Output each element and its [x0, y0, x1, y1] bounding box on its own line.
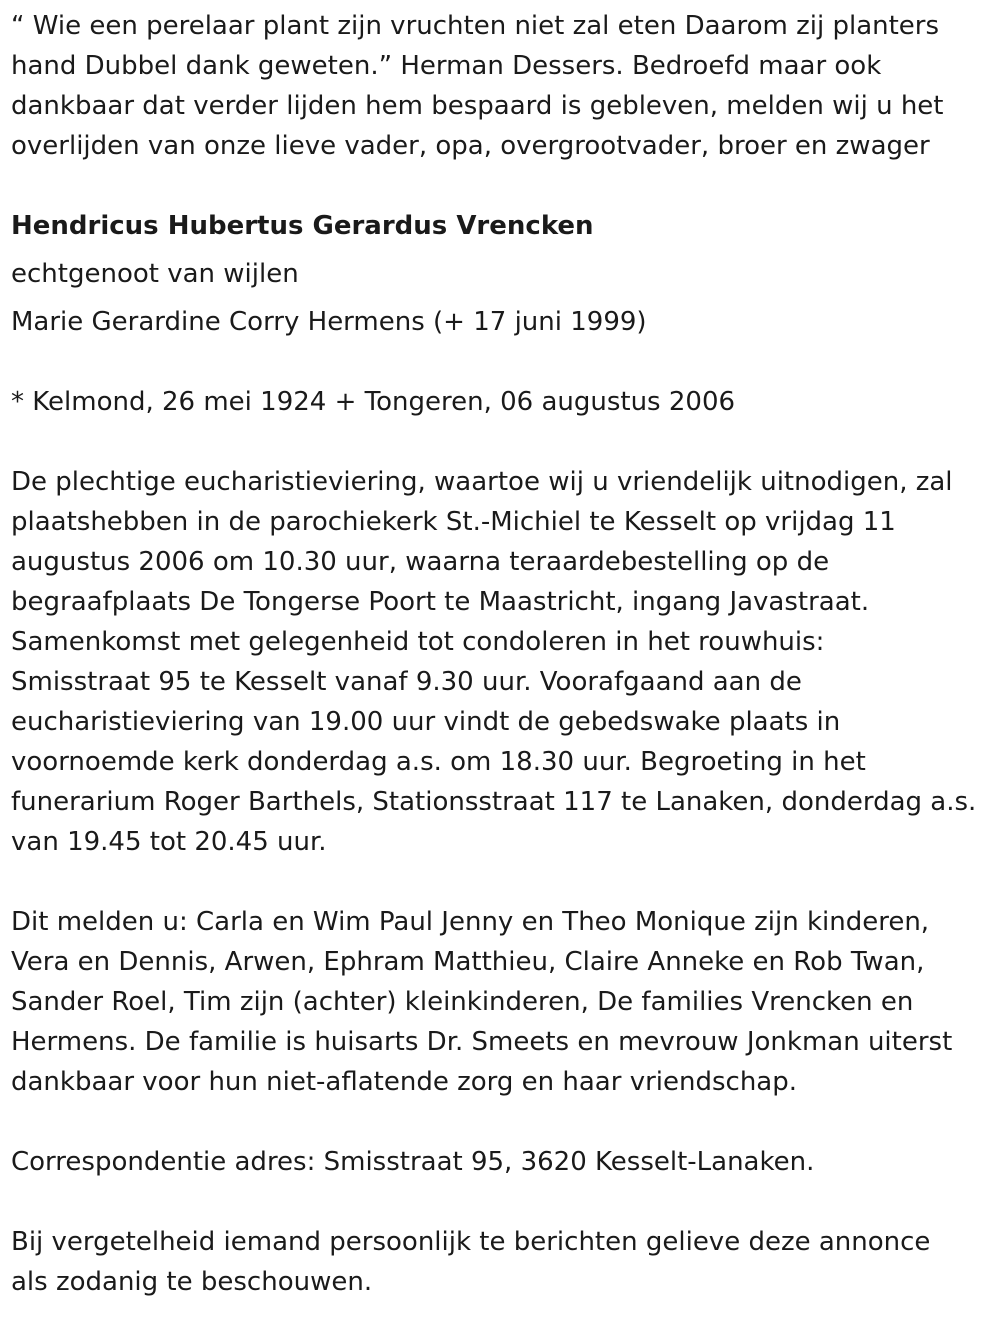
correspondence-address: Correspondentie adres: Smisstraat 95, 3620 Kesselt-Lanaken. [11, 1147, 815, 1177]
birth-death-dates: * Kelmond, 26 mei 1924 + Tongeren, 06 augustus 2006 [11, 387, 736, 417]
closing-paragraph: Bij vergetelheid iemand persoonlijk te berichten gelieve deze annonce als zodanig te beschouwen. [11, 1227, 931, 1297]
intro-paragraph: “ Wie een perelaar plant zijn vruchten niet zal eten Daarom zij planters hand Dubbel dank geweten.” Herman Dessers. Bedroefd maar ook dankbaar dat verder lijden hem bespaard is gebleven, melden wij u het overlijden van onze lieve vader, opa, overgrootvader, broer en zwager [11, 11, 944, 161]
deceased-name: Hendricus Hubertus Gerardus Vrencken [11, 211, 594, 241]
spouse-label: echtgenoot van wijlen [11, 259, 299, 289]
ceremony-paragraph: De plechtige eucharistieviering, waartoe wij u vriendelijk uitnodigen, zal plaatshebben in de parochiekerk St.-Michiel te Kesselt op vrijdag 11 augustus 2006 om 10.30 uur, waarna teraardebestelling op de begraafplaats De Tongerse Poort te Maastricht, ingang Javastraat. Samenkomst met gelegenheid tot condoleren in het rouwhuis: Smisstraat 95 te Kesselt vanaf 9.30 uur. Voorafgaand aan de eucharistieviering van 19.00 uur vindt de gebedswake plaats in voornoemde kerk donderdag a.s. om 18.30 uur. Begroeting in het funerarium Roger Barthels, Stationsstraat 117 te Lanaken, donderdag a.s. van 19.45 tot 20.45 uur. [11, 467, 977, 857]
spouse-name: Marie Gerardine Corry Hermens (+ 17 juni 1999) [11, 307, 647, 337]
signatories-paragraph: Dit melden u: Carla en Wim Paul Jenny en Theo Monique zijn kinderen, Vera en Dennis, Arwen, Ephram Matthieu, Claire Anneke en Rob Twan, Sander Roel, Tim zijn (achter) kleinkinderen, De families Vrencken en Hermens. De familie is huisarts Dr. Smeets en mevrouw Jonkman uiterst dankbaar voor hun niet-aflatende zorg en haar vriendschap. [11, 907, 953, 1097]
